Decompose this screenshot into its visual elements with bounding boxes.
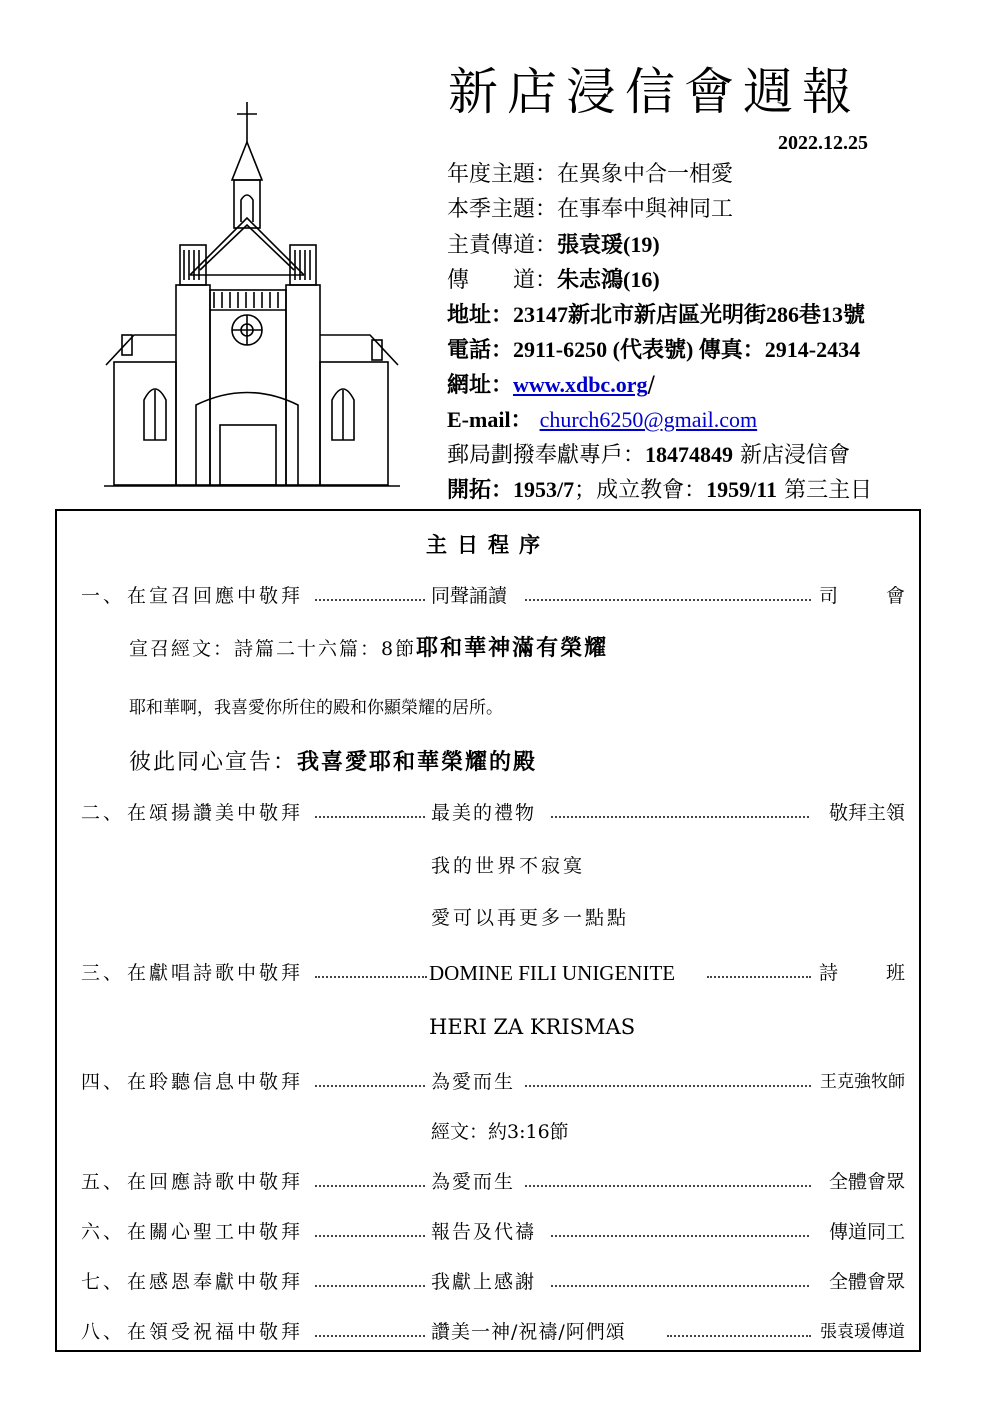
- founding: 開拓：1953/7；成立教會：1959/11 第三主日: [447, 477, 873, 503]
- item-content: 同聲誦讀: [431, 585, 508, 607]
- praise-song: 愛可以再更多一點點: [431, 907, 630, 929]
- program-item: [81, 581, 953, 611]
- order-of-service: [55, 509, 953, 1352]
- lead-preacher: 主責傳道：張袁瑗(19): [447, 232, 660, 258]
- preacher: 傳 道：朱志鴻(16): [447, 267, 660, 293]
- bulletin-date: 2022.12.25: [778, 132, 868, 154]
- sermon-scripture: 經文：約3:16節: [431, 1121, 569, 1143]
- item-role: 司會: [818, 585, 953, 607]
- program-item: 五、 在回應詩歌中敬拜 為愛而生 全體會眾: [81, 1167, 905, 1197]
- program-item: 七、 在感恩奉獻中敬拜 我獻上感謝 全體會眾: [81, 1267, 905, 1297]
- item-number: 一、: [81, 585, 126, 607]
- website-link[interactable]: www.xdbc.org: [513, 372, 648, 397]
- program-item: 二、 在頌揚讚美中敬拜 最美的禮物 敬拜主領: [81, 798, 905, 828]
- postal-account: 郵局劃撥奉獻專戶：18474849 新店浸信會: [447, 442, 851, 468]
- annual-theme: 年度主題：在異象中合一相愛: [447, 162, 734, 187]
- program-item: 四、 在聆聽信息中敬拜 為愛而生 王克強牧師: [81, 1067, 905, 1097]
- order-of-service-title: 主日程序: [426, 532, 550, 557]
- email: E-mail： church6250@gmail.com: [447, 407, 758, 432]
- phone-fax: 電話：2911-6250 (代表號) 傳真：2914-2434: [447, 337, 861, 362]
- item-section: 在宣召回應中敬拜: [127, 585, 304, 607]
- call-verse-text: 耶和華啊，我喜愛你所住的殿和你顯榮耀的居所。: [129, 698, 503, 718]
- address: 地址：23147新北市新店區光明街286巷13號: [447, 302, 866, 327]
- website: 網址：www.xdbc.org/: [447, 372, 655, 398]
- choir-song: HERI ZA KRISMAS: [429, 1015, 636, 1039]
- program-item: 八、 在領受祝福中敬拜 讚美一神/祝禱/阿們頌 張袁瑗傳道: [81, 1317, 905, 1347]
- call-verse: 宣召經文：詩篇二十六篇：8節耶和華神滿有榮耀: [129, 635, 609, 661]
- program-item: 六、 在關心聖工中敬拜 報告及代禱 傳道同工: [81, 1217, 905, 1247]
- declaration: 彼此同心宣告：我喜愛耶和華榮耀的殿: [129, 749, 538, 775]
- season-theme: 本季主題：在事奉中與神同工: [447, 197, 734, 222]
- praise-song: 我的世界不寂寞: [431, 855, 586, 877]
- church-illustration: [104, 100, 400, 490]
- email-link[interactable]: church6250@gmail.com: [539, 407, 758, 432]
- bulletin-title: 新店浸信會週報: [448, 63, 861, 121]
- program-item: 三、 在獻唱詩歌中敬拜 DOMINE FILI UNIGENITE 詩班: [81, 958, 905, 988]
